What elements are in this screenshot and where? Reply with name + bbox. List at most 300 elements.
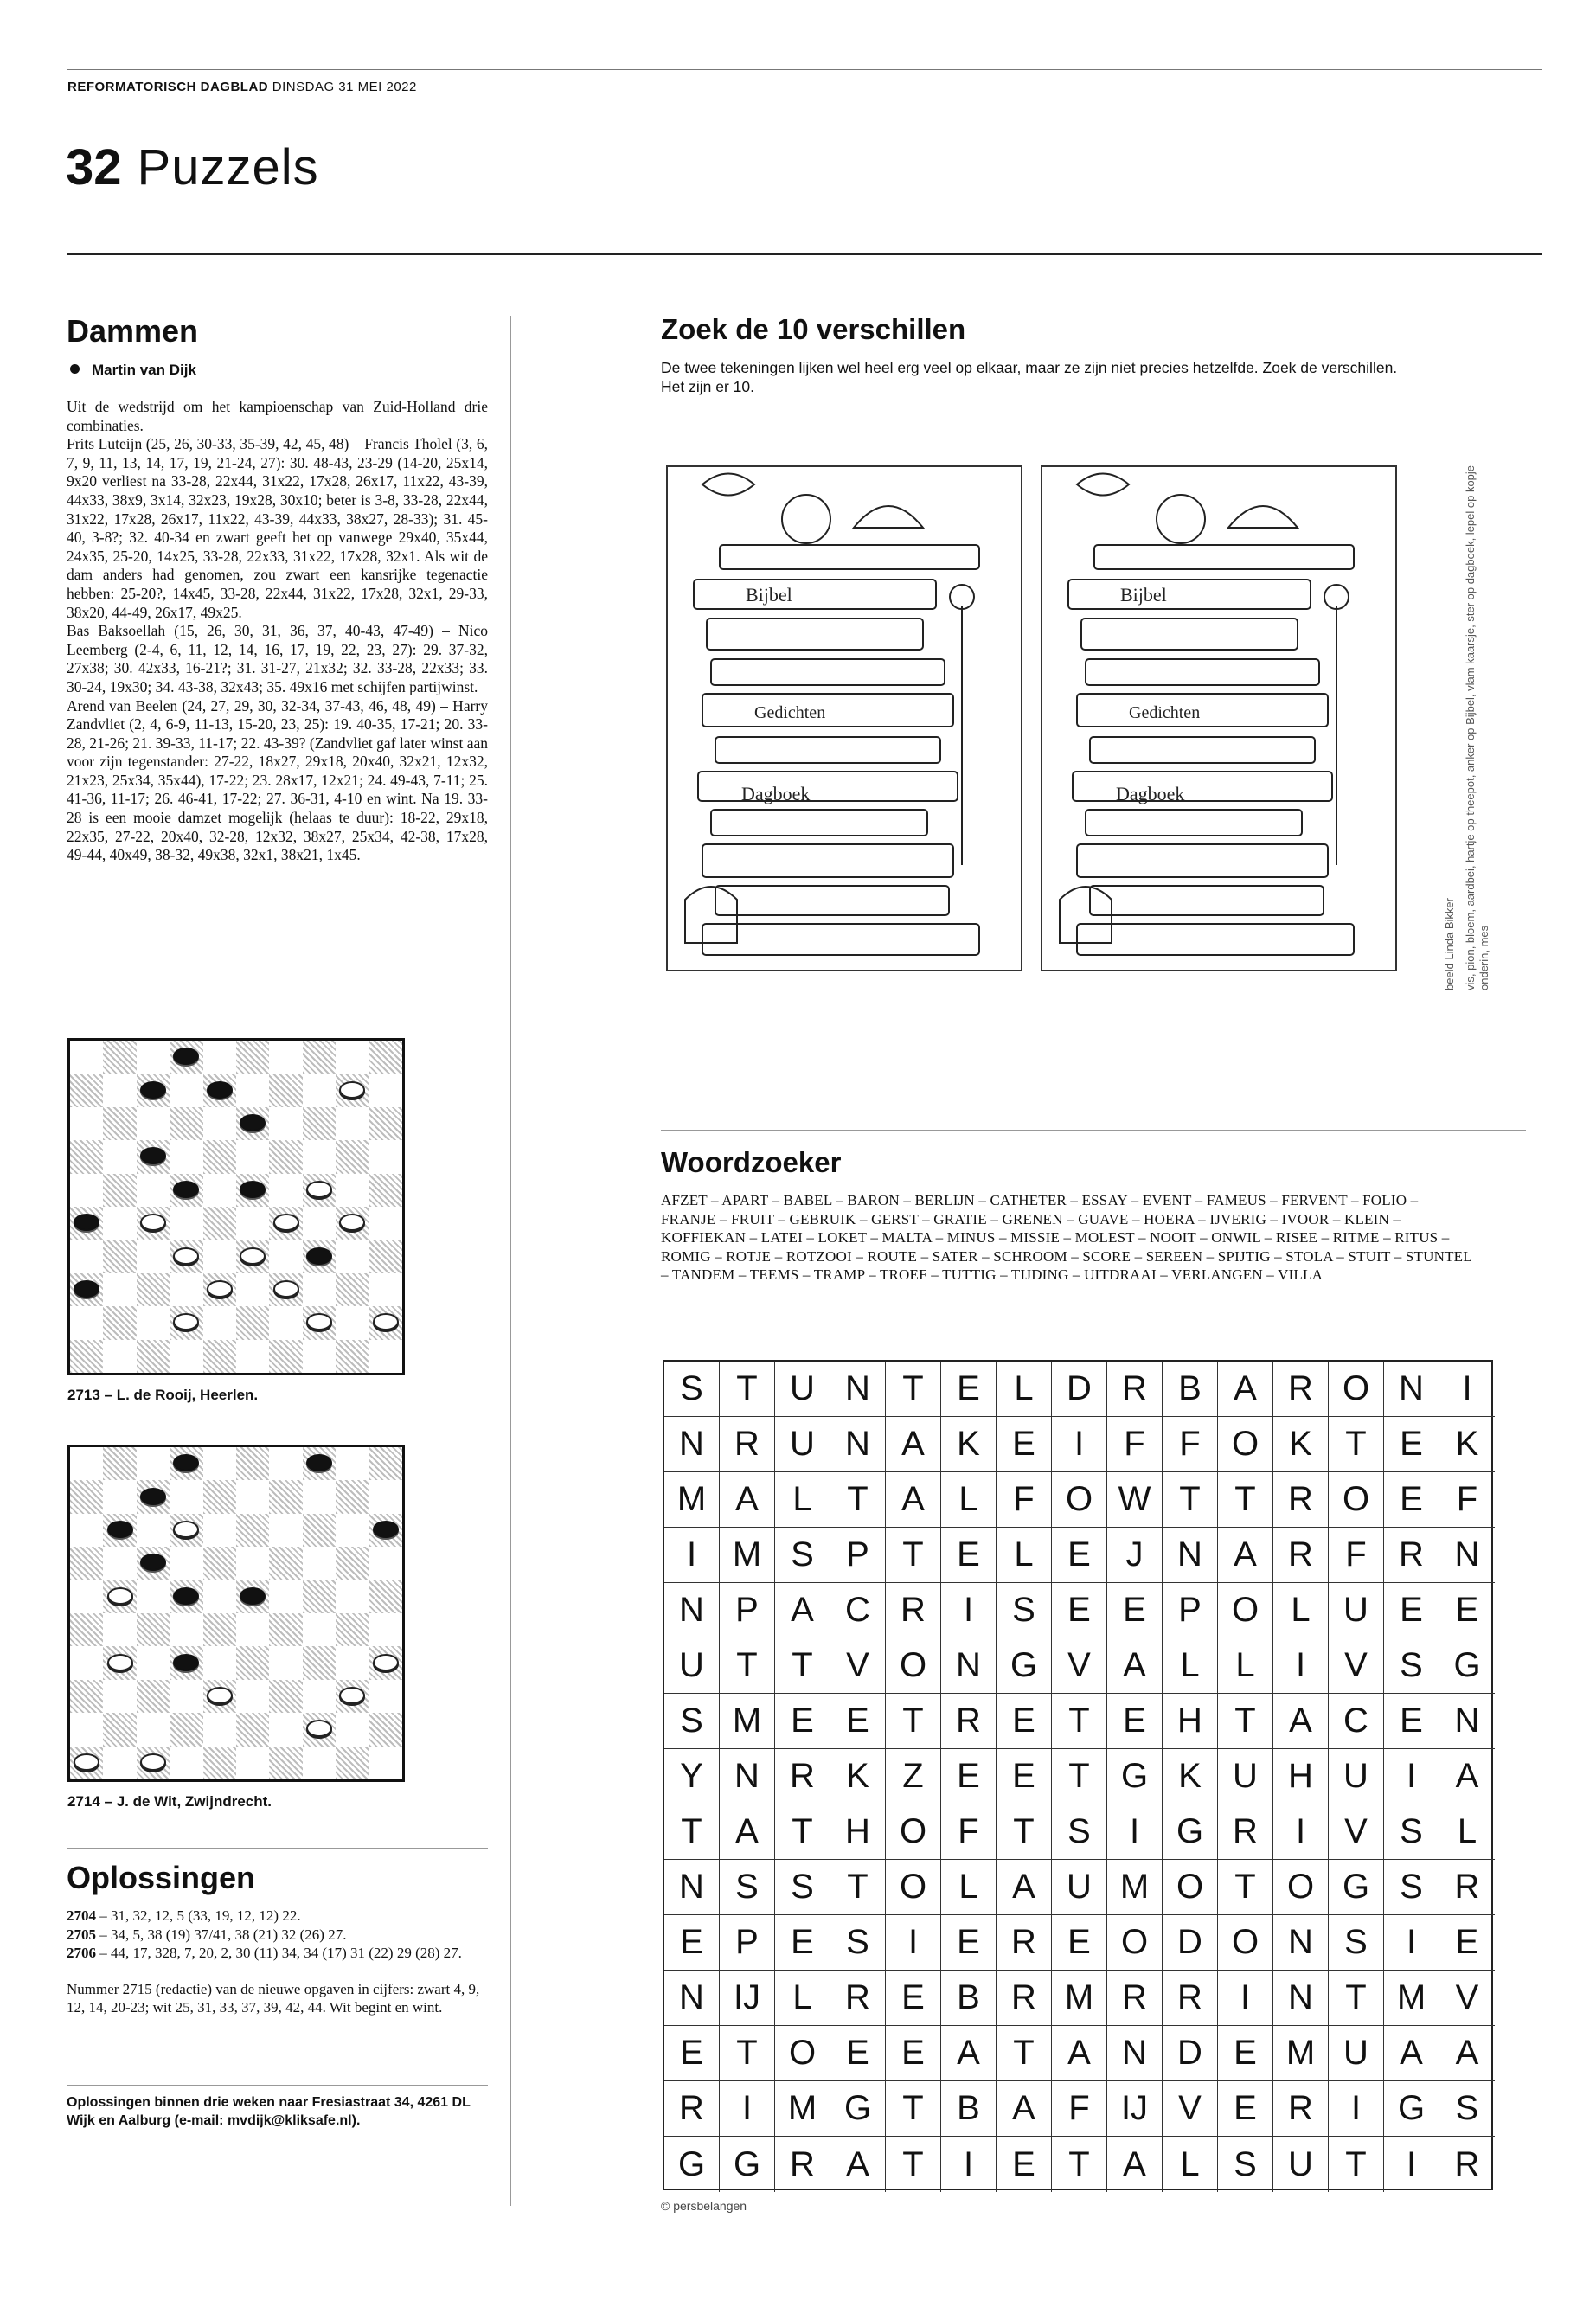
grid-cell[interactable]: T: [830, 1472, 886, 1528]
light-square: [303, 1273, 336, 1306]
grid-cell[interactable]: I: [1273, 1804, 1329, 1860]
grid-cell[interactable]: E: [941, 1915, 997, 1971]
grid-cell[interactable]: M: [1273, 2026, 1329, 2081]
black-piece: [240, 1114, 266, 1131]
grid-cell[interactable]: O: [886, 1860, 941, 1915]
grid-cell[interactable]: Y: [664, 1749, 720, 1804]
grid-cell[interactable]: N: [664, 1583, 720, 1638]
dammen-article: [67, 398, 488, 865]
grid-cell[interactable]: L: [1163, 1638, 1218, 1694]
dark-square: [70, 1680, 103, 1713]
grid-cell[interactable]: Z: [886, 1749, 941, 1804]
grid-cell[interactable]: P: [720, 1583, 775, 1638]
grid-cell[interactable]: I: [1384, 1749, 1439, 1804]
grid-cell[interactable]: R: [830, 1971, 886, 2026]
light-square: [269, 1174, 302, 1207]
grid-cell[interactable]: E: [997, 2137, 1052, 2192]
dark-square: [303, 1580, 336, 1613]
grid-cell[interactable]: I: [886, 1915, 941, 1971]
grid-cell[interactable]: I: [1439, 1362, 1495, 1417]
grid-cell[interactable]: L: [1218, 1638, 1273, 1694]
grid-cell[interactable]: L: [941, 1472, 997, 1528]
grid-cell[interactable]: R: [941, 1694, 997, 1749]
grid-cell[interactable]: G: [997, 1638, 1052, 1694]
grid-cell[interactable]: T: [1218, 1694, 1273, 1749]
grid-cell[interactable]: L: [997, 1528, 1052, 1583]
grid-cell[interactable]: A: [886, 1417, 941, 1472]
grid-cell[interactable]: M: [1107, 1860, 1163, 1915]
grid-cell[interactable]: T: [720, 1638, 775, 1694]
light-square: [303, 1207, 336, 1240]
grid-cell[interactable]: E: [997, 1694, 1052, 1749]
light-square: [137, 1514, 170, 1547]
grid-cell[interactable]: K: [1273, 1417, 1329, 1472]
word-list: AFZET – APART – BABEL – BARON – BERLIJN – CATHETER – ESSAY – EVENT – FAMEUS – FERVENT – FOLIO – FRANJE – FRUIT – GEBRUIK – GERST – GRATIE – GRENEN – GUAVE – HOERA – IJVERIG – IVOOR – KLEIN – KOFFIEKAN – LATEI – LOKET – MALTA – MINUS – MISSIE – MOLEST – NOOIT – ONWIL – RISEE – RITME – RITUS – ROMIG – ROTJE – ROTZOOI – ROUTE – SATER – SCHROOM – SCORE – SEREEN – SPIJTIG – STOLA – STUIT – STUNTEL – TANDEM – TEEMS – TRAMP – TROEF – TUTTIG – TIJDING – UITDRAAI – VERLANGEN – VILLA: [661, 1192, 1472, 1283]
grid-cell[interactable]: E: [1218, 2026, 1273, 2081]
grid-cell[interactable]: E: [664, 2026, 720, 2081]
grid-cell[interactable]: P: [1163, 1583, 1218, 1638]
grid-cell[interactable]: R: [1439, 1860, 1495, 1915]
grid-cell[interactable]: C: [830, 1583, 886, 1638]
black-piece: [173, 1654, 199, 1671]
grid-cell[interactable]: A: [720, 1472, 775, 1528]
grid-cell[interactable]: IJ: [1107, 2081, 1163, 2137]
grid-cell[interactable]: A: [1052, 2026, 1107, 2081]
grid-cell[interactable]: T: [1329, 2137, 1384, 2192]
grid-cell[interactable]: R: [720, 1417, 775, 1472]
grid-cell[interactable]: R: [1107, 1362, 1163, 1417]
grid-cell[interactable]: F: [997, 1472, 1052, 1528]
light-square: [137, 1447, 170, 1480]
light-square: [236, 1613, 269, 1646]
grid-cell[interactable]: E: [1052, 1528, 1107, 1583]
grid-cell[interactable]: T: [886, 1362, 941, 1417]
light-square: [336, 1580, 369, 1613]
grid-cell[interactable]: U: [1273, 2137, 1329, 2192]
grid-cell[interactable]: H: [1163, 1694, 1218, 1749]
grid-cell[interactable]: E: [1384, 1417, 1439, 1472]
light-square: [236, 1273, 269, 1306]
grid-cell[interactable]: E: [1107, 1583, 1163, 1638]
grid-cell[interactable]: E: [941, 1749, 997, 1804]
grid-cell[interactable]: A: [830, 2137, 886, 2192]
grid-cell[interactable]: S: [1384, 1804, 1439, 1860]
light-square: [236, 1480, 269, 1513]
grid-cell[interactable]: M: [1052, 1971, 1107, 2026]
grid-cell[interactable]: E: [1384, 1583, 1439, 1638]
grid-cell[interactable]: T: [775, 1804, 830, 1860]
grid-cell[interactable]: O: [1218, 1583, 1273, 1638]
grid-cell[interactable]: L: [1163, 2137, 1218, 2192]
grid-cell[interactable]: U: [664, 1638, 720, 1694]
grid-cell[interactable]: T: [1218, 1472, 1273, 1528]
light-square: [336, 1240, 369, 1272]
grid-cell[interactable]: N: [830, 1362, 886, 1417]
dark-square: [336, 1547, 369, 1580]
grid-cell[interactable]: A: [997, 1860, 1052, 1915]
grid-cell[interactable]: T: [1052, 2137, 1107, 2192]
white-piece: [207, 1280, 233, 1298]
grid-cell[interactable]: M: [775, 2081, 830, 2137]
grid-cell[interactable]: G: [664, 2137, 720, 2192]
light-square: [203, 1646, 236, 1679]
grid-cell[interactable]: O: [1329, 1362, 1384, 1417]
dark-square: [269, 1140, 302, 1173]
grid-cell[interactable]: N: [1384, 1362, 1439, 1417]
grid-cell[interactable]: L: [1273, 1583, 1329, 1638]
grid-cell[interactable]: A: [1218, 1528, 1273, 1583]
grid-cell[interactable]: A: [1439, 1749, 1495, 1804]
grid-cell[interactable]: E: [1384, 1694, 1439, 1749]
grid-cell[interactable]: L: [775, 1472, 830, 1528]
grid-cell[interactable]: U: [1329, 1583, 1384, 1638]
light-square: [369, 1207, 402, 1240]
grid-cell[interactable]: E: [1439, 1583, 1495, 1638]
white-piece: [74, 1753, 99, 1771]
grid-cell[interactable]: E: [830, 2026, 886, 2081]
dark-square: [70, 1140, 103, 1173]
grid-cell[interactable]: S: [1384, 1860, 1439, 1915]
grid-cell[interactable]: R: [775, 2137, 830, 2192]
grid-cell[interactable]: U: [1329, 2026, 1384, 2081]
grid-cell[interactable]: E: [775, 1915, 830, 1971]
dark-square: [203, 1207, 236, 1240]
dark-square: [269, 1074, 302, 1106]
light-square: [336, 1041, 369, 1074]
grid-cell[interactable]: H: [1273, 1749, 1329, 1804]
grid-cell[interactable]: A: [1439, 2026, 1495, 2081]
grid-cell[interactable]: T: [1052, 1694, 1107, 1749]
grid-cell[interactable]: O: [1329, 1472, 1384, 1528]
grid-cell[interactable]: V: [1329, 1804, 1384, 1860]
grid-cell[interactable]: R: [1163, 1971, 1218, 2026]
grid-cell[interactable]: M: [1384, 1971, 1439, 2026]
grid-cell[interactable]: M: [664, 1472, 720, 1528]
light-square: [70, 1580, 103, 1613]
grid-cell[interactable]: A: [720, 1804, 775, 1860]
grid-cell[interactable]: T: [886, 2081, 941, 2137]
grid-cell[interactable]: A: [1384, 2026, 1439, 2081]
grid-cell[interactable]: R: [997, 1971, 1052, 2026]
grid-cell[interactable]: T: [1218, 1860, 1273, 1915]
grid-cell[interactable]: R: [1454, 2144, 1480, 2183]
light-square: [103, 1613, 136, 1646]
grid-cell[interactable]: F: [1163, 1417, 1218, 1472]
grid-cell[interactable]: I: [1273, 1638, 1329, 1694]
grid-cell[interactable]: U: [1329, 1749, 1384, 1804]
grid-cell[interactable]: L: [997, 1362, 1052, 1417]
grid-cell[interactable]: D: [1163, 1915, 1218, 1971]
grid-cell[interactable]: E: [941, 1362, 997, 1417]
grid-cell[interactable]: S: [997, 1583, 1052, 1638]
grid-cell[interactable]: V: [1052, 1638, 1107, 1694]
oplossingen-title: Oplossingen: [67, 1860, 256, 1895]
paragraph: Bas Baksoellah (15, 26, 30, 31, 36, 37, 40-43, 47-49) – Nico Leemberg (2-4, 6, 11, 12, 14, 16, 17, 19, 22, 23, 27): 29. 37-32, 27x38; 30. 42x33, 16-21?; 31. 31-27, 21x32; 32. 33-28, 22x33; 33. 30-24, 19x30; 34. 43-38, 32x43; 35. 49x16 met schijfen partijwinst.: [67, 622, 488, 695]
grid-cell[interactable]: T: [720, 1362, 775, 1417]
grid-cell[interactable]: F: [1052, 2081, 1107, 2137]
grid-cell[interactable]: T: [1163, 1472, 1218, 1528]
grid-cell[interactable]: V: [830, 1638, 886, 1694]
grid-cell[interactable]: U: [1052, 1860, 1107, 1915]
grid-cell[interactable]: R: [1218, 1804, 1273, 1860]
dark-square: [336, 1140, 369, 1173]
light-square: [336, 1306, 369, 1339]
grid-cell[interactable]: G: [1329, 1860, 1384, 1915]
grid-cell[interactable]: K: [941, 1417, 997, 1472]
grid-cell[interactable]: E: [830, 1694, 886, 1749]
grid-cell[interactable]: N: [830, 1417, 886, 1472]
light-square: [203, 1107, 236, 1140]
grid-cell[interactable]: R: [775, 1749, 830, 1804]
light-square: [203, 1041, 236, 1074]
grid-cell[interactable]: L: [775, 1971, 830, 2026]
grid-cell[interactable]: S: [775, 1528, 830, 1583]
grid-cell[interactable]: L: [941, 1860, 997, 1915]
grid-cell[interactable]: T: [886, 1528, 941, 1583]
light-square: [170, 1613, 202, 1646]
grid-cell[interactable]: B: [941, 1971, 997, 2026]
grid-cell[interactable]: R: [1273, 2081, 1329, 2137]
light-square: [236, 1547, 269, 1580]
grid-cell[interactable]: T: [775, 1638, 830, 1694]
grid-cell[interactable]: P: [830, 1528, 886, 1583]
light-square: [269, 1514, 302, 1547]
book-label: Dagboek: [741, 783, 811, 804]
grid-cell[interactable]: I: [1052, 1417, 1107, 1472]
illustration-credit: beeld Linda Bikker: [1443, 898, 1456, 990]
grid-cell[interactable]: I: [1384, 2137, 1439, 2192]
grid-cell[interactable]: A: [1273, 1694, 1329, 1749]
grid-cell[interactable]: O: [1052, 1472, 1107, 1528]
dark-square: [369, 1713, 402, 1746]
grid-cell[interactable]: N: [1273, 1971, 1329, 2026]
dark-square: [137, 1273, 170, 1306]
grid-cell[interactable]: N: [1163, 1528, 1218, 1583]
grid-cell[interactable]: I: [720, 2081, 775, 2137]
solution-text: – 44, 17, 328, 7, 20, 2, 30 (11) 34, 34 (17) 31 (22) 29 (28) 27.: [96, 1945, 462, 1961]
grid-cell[interactable]: E: [997, 1749, 1052, 1804]
grid-cell[interactable]: W: [1107, 1472, 1163, 1528]
problem-caption: 2714 – J. de Wit, Zwijndrecht.: [67, 1793, 272, 1810]
grid-cell[interactable]: J: [1107, 1528, 1163, 1583]
grid-cell[interactable]: I: [664, 1528, 720, 1583]
black-piece: [173, 1181, 199, 1198]
light-square: [137, 1107, 170, 1140]
grid-cell[interactable]: R: [664, 2081, 720, 2137]
grid-cell[interactable]: V: [1329, 1638, 1384, 1694]
grid-cell[interactable]: S: [1329, 1915, 1384, 1971]
book-label: Gedichten: [1129, 703, 1201, 722]
dammen-title: Dammen: [67, 313, 199, 349]
grid-cell[interactable]: D: [1163, 2026, 1218, 2081]
bookshelf-illustration: [1042, 467, 1395, 970]
grid-cell[interactable]: T: [997, 2026, 1052, 2081]
grid-cell[interactable]: O: [1163, 1860, 1218, 1915]
grid-cell[interactable]: T: [1329, 1971, 1384, 2026]
grid-cell[interactable]: S: [720, 1860, 775, 1915]
grid-cell[interactable]: V: [1439, 1971, 1495, 2026]
grid-cell[interactable]: A: [1107, 1638, 1163, 1694]
grid-cell[interactable]: R: [1273, 1472, 1329, 1528]
grid-cell[interactable]: F: [941, 1804, 997, 1860]
grid-cell[interactable]: T: [1329, 1417, 1384, 1472]
grid-cell[interactable]: R: [1273, 1362, 1329, 1417]
grid-cell[interactable]: N: [720, 1749, 775, 1804]
grid-cell[interactable]: U: [1218, 1749, 1273, 1804]
grid-cell[interactable]: F: [1329, 1528, 1384, 1583]
grid-cell[interactable]: E: [886, 1971, 941, 2026]
grid-cell[interactable]: R: [997, 1915, 1052, 1971]
dark-square: [103, 1041, 136, 1074]
grid-cell[interactable]: E: [1107, 1694, 1163, 1749]
grid-cell[interactable]: G: [1384, 2081, 1439, 2137]
masthead: [67, 80, 417, 94]
grid-cell[interactable]: N: [1439, 1694, 1495, 1749]
grid-cell[interactable]: E: [941, 1528, 997, 1583]
grid-cell[interactable]: O: [1273, 1860, 1329, 1915]
grid-cell[interactable]: F: [1439, 1472, 1495, 1528]
grid-cell[interactable]: G: [1107, 1749, 1163, 1804]
word-search-grid: [663, 1360, 1493, 2190]
grid-cell[interactable]: M: [720, 1528, 775, 1583]
grid-cell[interactable]: R: [1273, 1528, 1329, 1583]
light-square: [303, 1613, 336, 1646]
grid-cell[interactable]: O: [1218, 1915, 1273, 1971]
grid-cell[interactable]: A: [941, 2026, 997, 2081]
strawberry-bowl-icon: [1157, 495, 1205, 543]
grid-cell[interactable]: K: [1439, 1417, 1495, 1472]
grid-cell[interactable]: O: [1107, 1915, 1163, 1971]
solution-number: 2704: [67, 1907, 96, 1924]
grid-cell[interactable]: G: [720, 2137, 775, 2192]
grid-cell[interactable]: I: [941, 2137, 997, 2192]
grid-cell[interactable]: A: [775, 1583, 830, 1638]
drawing-right: [1041, 465, 1397, 971]
grid-cell[interactable]: S: [664, 1694, 720, 1749]
grid-cell[interactable]: E: [1384, 1472, 1439, 1528]
flower-icon: [1077, 474, 1129, 496]
grid-cell[interactable]: N: [664, 1417, 720, 1472]
grid-cell[interactable]: K: [1163, 1749, 1218, 1804]
grid-cell[interactable]: T: [1052, 1749, 1107, 1804]
grid-cell[interactable]: P: [720, 1915, 775, 1971]
grid-cell[interactable]: R: [1107, 1971, 1163, 2026]
grid-cell[interactable]: R: [886, 1583, 941, 1638]
solution-text: – 31, 32, 12, 5 (33, 19, 12, 12) 22.: [96, 1907, 301, 1924]
grid-cell[interactable]: O: [886, 1804, 941, 1860]
light-square: [236, 1340, 269, 1373]
grid-cell[interactable]: O: [1218, 1417, 1273, 1472]
grid-cell[interactable]: T: [886, 2137, 941, 2192]
grid-cell[interactable]: T: [997, 1804, 1052, 1860]
light-square: [236, 1207, 269, 1240]
grid-cell[interactable]: U: [775, 1417, 830, 1472]
grid-cell[interactable]: T: [830, 1860, 886, 1915]
grid-cell[interactable]: N: [1273, 1915, 1329, 1971]
grid-cell[interactable]: C: [1329, 1694, 1384, 1749]
grid-cell[interactable]: E: [1218, 2081, 1273, 2137]
grid-cell[interactable]: S: [775, 1860, 830, 1915]
grid-cell[interactable]: S: [830, 1915, 886, 1971]
dark-square: [203, 1340, 236, 1373]
grid-cell[interactable]: A: [1107, 2137, 1163, 2192]
grid-cell[interactable]: I: [941, 1583, 997, 1638]
grid-cell[interactable]: F: [1107, 1417, 1163, 1472]
light-square: [236, 1140, 269, 1173]
grid-cell[interactable]: S: [1384, 1638, 1439, 1694]
light-square: [269, 1447, 302, 1480]
dark-square: [70, 1480, 103, 1513]
flower-icon: [702, 474, 754, 496]
grid-cell[interactable]: M: [720, 1694, 775, 1749]
grid-cell[interactable]: R: [1384, 1528, 1439, 1583]
grid-cell[interactable]: E: [775, 1694, 830, 1749]
grid-cell[interactable]: B: [1163, 1362, 1218, 1417]
grid-cell[interactable]: N: [664, 1860, 720, 1915]
grid-cell[interactable]: E: [997, 1417, 1052, 1472]
grid-cell[interactable]: B: [941, 2081, 997, 2137]
grid-cell[interactable]: S: [664, 1362, 720, 1417]
grid-cell[interactable]: E: [664, 1915, 720, 1971]
grid-cell[interactable]: I: [1218, 1971, 1273, 2026]
grid-cell[interactable]: T: [664, 1804, 720, 1860]
grid-cell[interactable]: G: [1163, 1804, 1218, 1860]
grid-cell[interactable]: A: [886, 1472, 941, 1528]
grid-cell[interactable]: A: [997, 2081, 1052, 2137]
grid-cell[interactable]: N: [941, 1638, 997, 1694]
grid-cell[interactable]: K: [830, 1749, 886, 1804]
grid-cell[interactable]: V: [1163, 2081, 1218, 2137]
grid-cell[interactable]: S: [1218, 2137, 1273, 2192]
grid-cell[interactable]: U: [775, 1362, 830, 1417]
grid-cell[interactable]: I: [1329, 2081, 1384, 2137]
light-square: [103, 1140, 136, 1173]
dark-square: [269, 1613, 302, 1646]
grid-cell[interactable]: L: [1439, 1804, 1495, 1860]
grid-cell[interactable]: A: [1218, 1362, 1273, 1417]
grid-cell[interactable]: S: [1439, 2081, 1495, 2137]
light-square: [269, 1306, 302, 1339]
grid-cell[interactable]: E: [886, 2026, 941, 2081]
grid-cell[interactable]: E: [1052, 1915, 1107, 1971]
grid-cell[interactable]: I: [1384, 1915, 1439, 1971]
grid-cell[interactable]: D: [1052, 1362, 1107, 1417]
grid-cell[interactable]: I: [1107, 1804, 1163, 1860]
grid-cell[interactable]: T: [720, 2026, 775, 2081]
grid-cell[interactable]: O: [775, 2026, 830, 2081]
grid-cell[interactable]: H: [830, 1804, 886, 1860]
grid-cell[interactable]: IJ: [720, 1971, 775, 2026]
dark-square: [170, 1107, 202, 1140]
light-square: [70, 1713, 103, 1746]
white-piece: [339, 1081, 365, 1099]
grid-cell[interactable]: E: [1052, 1583, 1107, 1638]
light-square: [170, 1207, 202, 1240]
grid-cell[interactable]: S: [1052, 1804, 1107, 1860]
light-square: [137, 1646, 170, 1679]
grid-cell[interactable]: O: [886, 1638, 941, 1694]
grid-cell[interactable]: N: [1439, 1528, 1495, 1583]
grid-cell[interactable]: T: [886, 1694, 941, 1749]
grid-cell[interactable]: G: [830, 2081, 886, 2137]
light-square: [203, 1240, 236, 1272]
grid-cell[interactable]: N: [664, 1971, 720, 2026]
grid-cell[interactable]: G: [1439, 1638, 1495, 1694]
dark-square: [369, 1041, 402, 1074]
dark-square: [170, 1713, 202, 1746]
grid-cell[interactable]: E: [1439, 1915, 1495, 1971]
grid-cell[interactable]: N: [1107, 2026, 1163, 2081]
